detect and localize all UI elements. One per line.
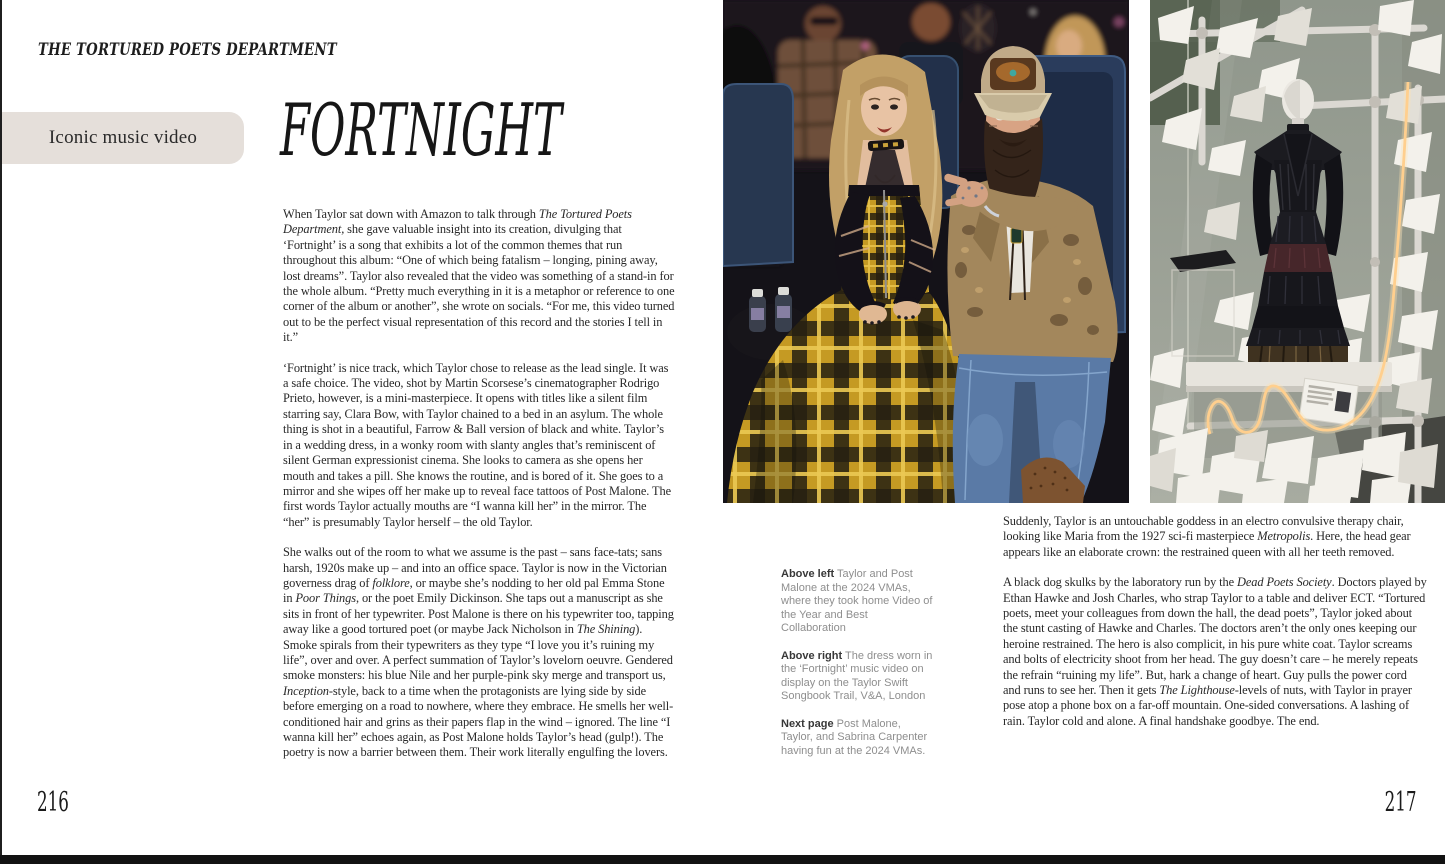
page-number-left: 216 [37,787,69,818]
caption-text: The dress worn in the ‘Fortnight’ music video on display on the Taylor Swift Songbook Trail, V&A, London [781,649,933,702]
photo-vmas-illustration [723,0,1129,503]
photo-dress-illustration [1150,0,1445,503]
section-tag [2,112,244,164]
info-card [1299,378,1358,425]
caption-text: Post Malone, Taylor, and Sabrina Carpenter having fun at the 2024 VMAs. [781,717,928,757]
section-tag-label: Iconic music video [48,127,198,148]
page-number-right: 217 [1385,787,1417,818]
caption-above-left [781,568,933,636]
caption-above-right [781,650,933,704]
article-left-column [283,207,675,776]
running-header: THE TORTURED POETS DEPARTMENT [38,40,337,60]
body-paragraph: She walks out of the room to what we assume is the past – sans face-tats; sans harsh, 1920s make up – and into an office space. Taylor is now in the Victorian governess drag of folklore, or maybe she’s nodding to her old pal Emma Stone in Poor Things, or the poet Emily Dickinson. She taps out a manuscript as she sits in front of her typewriter. Post Malone is there on his typewriter too, tapping away like a good tortured poet (or maybe Jack Nicholson in The Shining). Smoke spirals from their typewriters as they type “I love you it’s ruining my life”, over and over. A perfect summation of Taylor’s lovelorn oeuvre. Gendered smoke monsters: his blue Nile and her purple-pink sky merge and transport us, Inception-style, back to a time when the protagonists are lying side by side before emerging on a road to nowhere, where they embrace. He smells her well-conditioned hair and grins as their papers flap in the wind – ignored. The line “I wanna kill her” echoes again, as Post Malone holds Taylor’s head (gulp!). The poetry is now a barrier between them. Their work literally engulfing the lovers. [283,545,674,760]
body-paragraph: A black dog skulks by the laboratory run by the Dead Poets Society. Doctors played by Ethan Hawke and Josh Charles, who strap Taylor to a table and deliver ECT. “Tortured poets, meet your colleagues from down the hall, the dead poets”, Taylor joked about the stunt casting of Hawke and Charles. The doctors aren’t the only ones keeping our heroine restrained. The hero is also complicit, in his pure white coat. Taylor screams and bolts of electricity shoot from her head. The guy doesn’t care – he merely repeats the refrain “ruining my life”. But, hark a change of heart. Guy pulls the power cord and runs to see her. Then it gets The Lighthouse-levels of nuts, with Taylor in prayer pose atop a phone box on a far-off mountain. One-sided conversations. A lashing of rain. Taylor cold and alone. A final handshake goodbye. The end. [1003,575,1427,728]
body-paragraph: Suddenly, Taylor is an untouchable goddess in an electro convulsive therapy chair, looking like Maria from the 1927 sci-fi masterpiece Metropolis. Here, the head gear appears like an elaborate crown: the restrained queen with all her teeth removed. [1003,514,1411,559]
caption-text: Taylor and Post Malone at the 2024 VMAs, where they took home Video of the Year and Best Collaboration [781,568,933,634]
photo-vmas [723,0,1129,503]
footer-bar [0,855,1445,864]
caption-next-page [781,718,933,759]
chapter-title: FORTNIGHT [280,88,562,172]
body-paragraph: When Taylor sat down with Amazon to talk through The Tortured Poets Department, she gave valuable insight into its creation, divulging that ‘Fortnight’ is a song that exhibits a lot of the common themes that run throughout this album: “One of which being fatalism – longing, pining away, lost dreams”. Taylor also revealed that the video was something of a stand-in for the whole album. “Pretty much everything in it is a metaphor or reference to one corner of the album or another”, she wrote on socials. “For me, this video turned out to be the perfect visual representation of this record and the stories I tell in it.” [283,207,675,345]
caption-column [781,568,933,772]
body-paragraph: ‘Fortnight’ is nice track, which Taylor chose to release as the lead single. It was a safe choice. The video, shot by Martin Scorsese’s cinematographer Rodrigo Prieto, however, is a mini-masterpiece. It opens with titles like a silent film starring say, Clara Bow, with Taylor chained to a bed in an asylum. The whole thing is shot in a beautiful, Farrow & Ball version of black and white. Taylor’s in a wedding dress, in a wonky room with slanty angles that’s reminiscent of silent German expressionist cinema. She looks to camera as she opens her mouth and takes a pill. She knows the routine, and is bored of it. She goes to a mirror and she wipes off her make up to reveal face tattoos of Post Malone. The first words Taylor actually mouths are “I wanna kill her” in the mirror. The “her” is presumably Taylor herself – the old Taylor. [283,360,672,529]
photo-dress-display [1150,0,1445,503]
caption-label: Next page [781,717,834,730]
caption-label: Above left [781,568,835,580]
article-right-column [1003,514,1427,744]
caption-label: Above right [781,649,843,662]
